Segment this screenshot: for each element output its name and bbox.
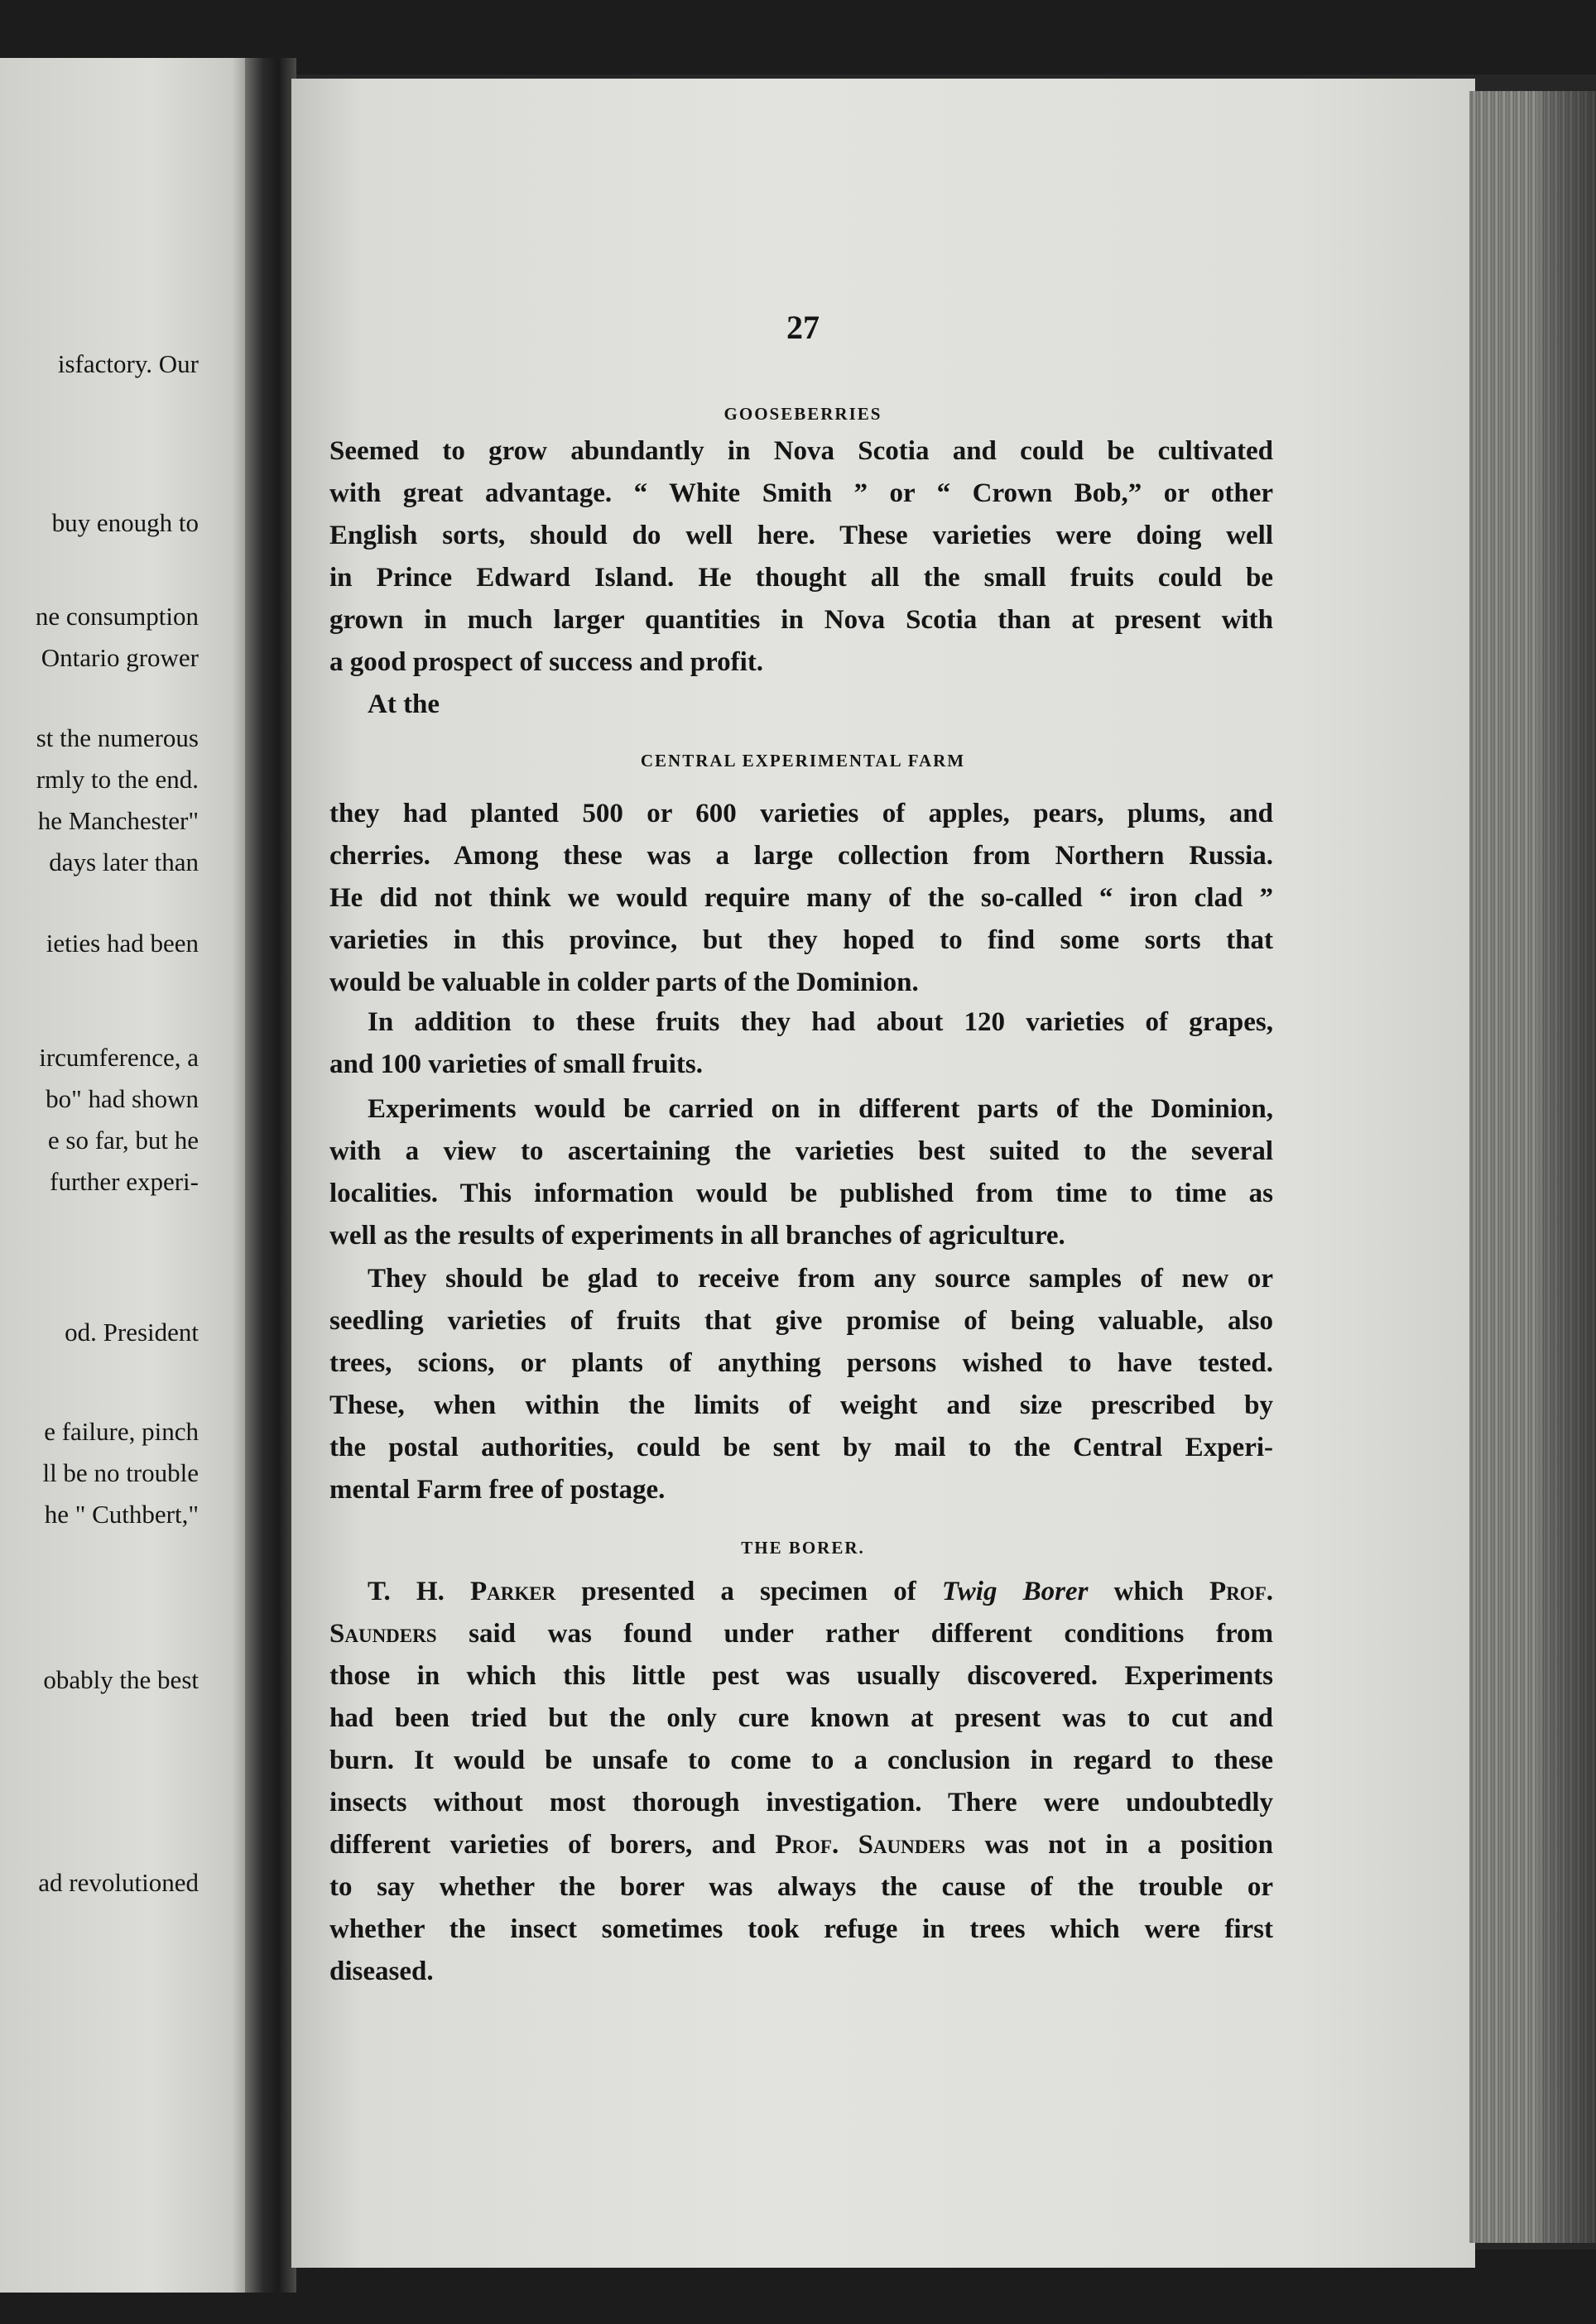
left-page-line: Ontario grower (41, 643, 199, 672)
person-title: Prof. (1209, 1577, 1273, 1606)
book-gutter (245, 58, 296, 2293)
text-line: in Prince Edward Island. He thought all the small fruits could be (329, 563, 1273, 593)
text-line: English sorts, should do well here. These varieties were doing well (329, 521, 1273, 550)
text-line: trees, scions, or plants of anything persons wished to have tested. (329, 1348, 1273, 1378)
text-line: localities. This information would be published from time to time as (329, 1179, 1273, 1208)
left-page-line: he Manchester" (37, 806, 199, 835)
paragraph-gooseberries (329, 430, 1273, 726)
left-page-line: rmly to the end. (36, 765, 199, 794)
text-line: the postal authorities, could be sent by mail to the Central Experi- (329, 1433, 1273, 1462)
left-page-line: buy enough to (51, 508, 199, 537)
page-number: 27 (786, 309, 820, 346)
text-run: T. H. (368, 1577, 470, 1606)
text-line: would be valuable in colder parts of the Dominion. (329, 968, 919, 997)
text-line (329, 1613, 1273, 1655)
text-line: mental Farm free of postage. (329, 1475, 666, 1505)
text-line: with great advantage. “ White Smith ” or “ Crown Bob,” or other (329, 478, 1273, 508)
left-page-line: od. President (65, 1318, 199, 1347)
species-name: Twig Borer (941, 1577, 1089, 1606)
left-page-line: e failure, pinch (44, 1417, 199, 1446)
text-run: was not in a position (965, 1830, 1273, 1860)
left-page-line: ne consumption (35, 602, 199, 631)
text-line: diseased. (329, 1957, 434, 1986)
paragraph-farm-3 (329, 1088, 1273, 1257)
text-line: In addition to these fruits they had about 120 varieties of grapes, (368, 1007, 1273, 1037)
left-page-line: further experi- (50, 1167, 199, 1196)
text-line: had been tried but the only cure known at present was to cut and (329, 1703, 1273, 1733)
page-edges-shadow (1540, 91, 1596, 2243)
paragraph-borer (329, 1571, 1273, 1993)
text-run: different varieties of borers, and (329, 1830, 776, 1860)
text-run: presented a specimen of (555, 1577, 942, 1606)
left-page-line: ll be no trouble (42, 1458, 199, 1487)
left-page-line: ieties had been (46, 929, 199, 958)
left-facing-page (0, 58, 252, 2293)
text-line: those in which this little pest was usually discovered. Experiments (329, 1661, 1273, 1691)
text-line: seedling varieties of fruits that give promise of being valuable, also (329, 1306, 1273, 1336)
text-line: Experiments would be carried on in different parts of the Dominion, (368, 1094, 1273, 1124)
paragraph-farm-2 (329, 1001, 1273, 1086)
heading-central-experimental-farm: CENTRAL EXPERIMENTAL FARM (640, 751, 966, 771)
left-page-line: obably the best (43, 1665, 199, 1694)
person-name: Saunders (329, 1619, 437, 1649)
text-line: they had planted 500 or 600 varieties of apples, pears, plums, and (329, 799, 1273, 828)
left-page-line: e so far, but he (47, 1126, 199, 1155)
text-line: insects without most thorough investigation. There were undoubtedly (329, 1788, 1273, 1817)
text-line: Seemed to grow abundantly in Nova Scotia and could be cultivated (329, 436, 1273, 466)
text-line (329, 1824, 1273, 1866)
heading-the-borer: THE BORER. (741, 1538, 865, 1558)
left-page-line: days later than (49, 847, 199, 876)
text-run: said was found under rather different conditions from (436, 1619, 1273, 1649)
text-line: grown in much larger quantities in Nova Scotia than at present with (329, 605, 1273, 635)
person-name: Parker (469, 1577, 556, 1606)
left-page-line: isfactory. Our (57, 349, 199, 378)
heading-gooseberries: GOOSEBERRIES (723, 404, 882, 424)
left-page-line: ad revolutioned (38, 1868, 199, 1897)
left-page-line: bo" had shown (46, 1084, 199, 1113)
text-line: They should be glad to receive from any source samples of new or (368, 1264, 1273, 1294)
text-line: with a view to ascertaining the varieties best suited to the several (329, 1136, 1273, 1166)
text-line: At the (368, 689, 440, 719)
text-line (329, 1571, 1273, 1613)
text-line: cherries. Among these was a large collection from Northern Russia. (329, 841, 1273, 871)
left-page-line: st the numerous (36, 723, 199, 752)
text-line: a good prospect of success and profit. (329, 647, 764, 677)
paragraph-farm-4 (329, 1258, 1273, 1511)
paragraph-farm-1 (329, 793, 1273, 1004)
text-line: burn. It would be unsafe to come to a conclusion in regard to these (329, 1745, 1273, 1775)
text-line: to say whether the borer was always the cause of the trouble or (329, 1872, 1273, 1902)
text-line: whether the insect sometimes took refuge in trees which were first (329, 1914, 1273, 1944)
text-line: These, when within the limits of weight and size prescribed by (329, 1390, 1273, 1420)
left-page-line: ircumference, a (39, 1043, 199, 1072)
text-line: well as the results of experiments in all branches of agriculture. (329, 1221, 1065, 1251)
text-run: which (1088, 1577, 1210, 1606)
left-page-line: he " Cuthbert," (44, 1500, 199, 1529)
text-line: varieties in this province, but they hoped to find some sorts that (329, 925, 1273, 955)
text-line: He did not think we would require many of the so-called “ iron clad ” (329, 883, 1273, 913)
person-name: Prof. Saunders (775, 1830, 966, 1860)
text-line: and 100 varieties of small fruits. (329, 1049, 703, 1079)
